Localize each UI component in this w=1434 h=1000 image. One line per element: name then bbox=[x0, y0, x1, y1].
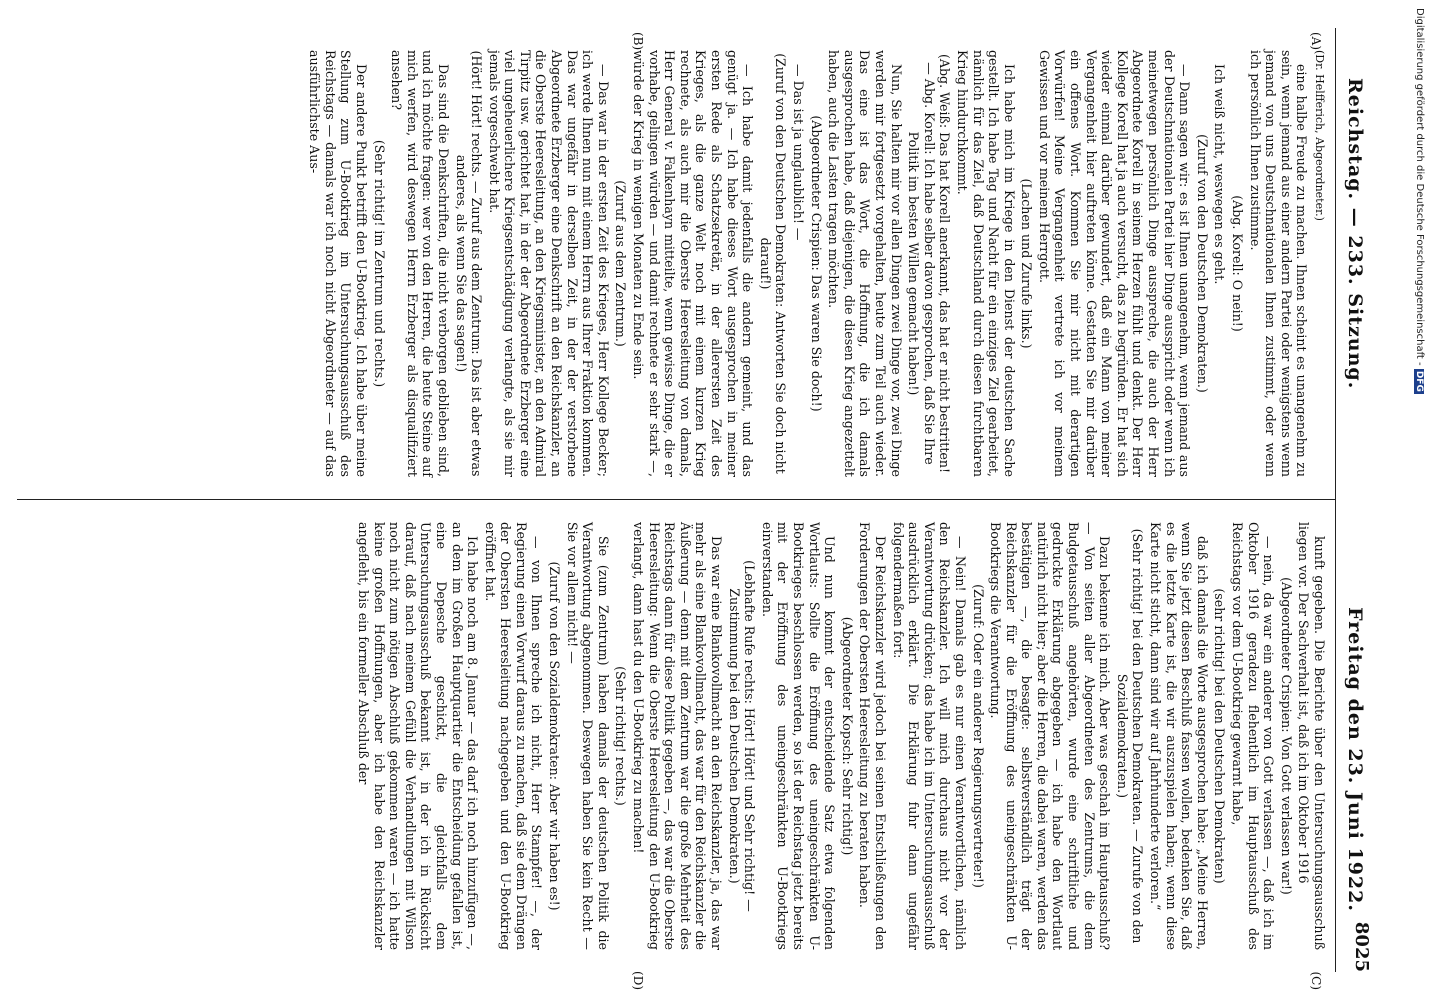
paragraph: Sie (zum Zentrum) haben damals der deutschen Politik die Verantwortung abgenommen. Deswegen haben Sie kein Recht — Sie vor allem nicht! — bbox=[564, 522, 611, 950]
paragraph: Und nun kommt der entscheidende Satz etwa folgenden Wortlauts: Sollte die Eröffnung des uneingeschränkten U-Bootkrieges beschlossen werden, so ist der Reichstag jetzt bereits mit der Eröffnung des uneingeschränkten U-Bootkriegs einverstanden. bbox=[759, 522, 838, 950]
paragraph: (Zuruf von den Deutschen Demokraten.) bbox=[1194, 134, 1210, 393]
paragraph: — Ich habe damit jedenfalls die andern gemeint, und das genügt ja. — Ich habe dieses Wort ausgesprochen in meiner ersten Rede als Schatzsekretär, in der allerersten Zeit des Krieges, als die ganze Welt noch mit einem kurzen Krieg rechnete, als auch mir die Oberste Heeresleitung von damals, Herr General v. Falkenhayn mitteilte, wenn gewisse Dinge, die er vorhabe, gelingen würden — und damit rechnete er sehr stark —, würde der Krieg in wenigen Monaten zu Ende sein. bbox=[631, 50, 756, 477]
paragraph: kunft gegeben. Die Berichte über den Untersuchungsausschuß liegen vor. Der Sachverhalt ist, daß ich im Oktober 1916 bbox=[1296, 522, 1327, 950]
paragraph: (Abg. Weiß: Das hat Korell anerkannt, das hat er nicht bestritten! — Abg. Korell: Ich habe selber davon gesprochen, daß Sie Ihre Politik im besten Willen gemacht haben!) bbox=[906, 53, 953, 474]
paragraph: — Nein! Damals gab es nur einen Verantwortlichen, nämlich den Reichskanzler. Ich will mich durchaus nicht vor der Verantwortung drücken; das habe ich im Untersuchungsausschuß ausdrücklich erklärt. Die Erklärung fuhr dann ungefähr folgendermaßen fort: bbox=[890, 522, 968, 950]
paragraph: Ich habe noch am 8. Januar — das darf ich noch hinzufügen —, an dem im Großen Hauptquartier die Entscheidung gefallen ist, eine Depesche geschickt, die gleichfalls dem Untersuchungsausschuß bekannt ist, in der ich in Rücksicht darauf, daß nach meinem Gefühl die Verhandlungen mit Wilson noch nicht zum nötigen Abschluß gekommen waren — ich hatte keine großen Hoffnungen, aber ich habe den Reichskanzler angefleht, bis ein formeller Abschluß der bbox=[355, 522, 481, 950]
paragraph: (Abgeordneter Crispien: Das waren Sie doch!) bbox=[808, 115, 824, 412]
page-number: 8025 bbox=[1351, 921, 1372, 972]
paragraph: Nun, Sie halten mir vor allen Dingen zwei Dinge vor, zwei Dinge werden mir fortgesetzt vorgehalten, heute zum Teil auch wieder. Das eine ist das Wort, die Hoffnung, die ich damals ausgesprochen habe, daß diejenigen, die diesen Krieg angezettelt haben, auch die Lasten tragen möchten. bbox=[826, 50, 904, 477]
paragraph: eine halbe Freude zu machen. Ihnen scheint es unangenehm zu sein, wenn jemand aus einer andern Partei oder wenigstens wenn jemand von uns Deutschnationalen Ihnen zustimmt, oder wenn ich persönlich Ihnen zustimme. bbox=[1247, 50, 1310, 477]
paragraph: (Lebhafte Rufe rechts: Hört! Hört! und Sehr richtig! — Zustimmung bei den Deutschen Demokraten.) bbox=[726, 560, 758, 912]
paragraph: (Abg. Korell: O nein!) bbox=[1230, 195, 1246, 332]
paragraph: (Zuruf: Oder ein anderer Regierungsvertreter!) bbox=[970, 584, 986, 888]
paragraph: Der andere Punkt betrifft den U-Bootkrieg. Ich habe über meine Stellung zum U-Bootkrieg im Untersuchungsausschuß des Reichstags — damals war ich noch nicht Abgeordneter — auf das ausführlichste Aus- bbox=[307, 50, 369, 477]
paragraph: (Sehr richtig! rechts.) bbox=[613, 666, 629, 806]
paragraph: (Dr. Helfferich, Abgeordneter.) bbox=[1313, 50, 1326, 221]
margin-marker-b: (B) bbox=[631, 32, 645, 51]
margin-marker-a: (A) bbox=[1309, 32, 1323, 51]
margin-marker-d: (D) bbox=[631, 971, 645, 990]
paragraph: Ich weiß nicht, weswegen es geht. bbox=[1212, 64, 1228, 285]
paragraph: (sehr richtig! bei den Deutschen Demokraten) bbox=[1212, 588, 1228, 884]
paragraph: (Hört! Hört! rechts. — Zuruf aus dem Zentrum: Das ist aber etwas anderes, als wenn Sie das sagen!) bbox=[453, 50, 485, 477]
header-left: Reichstag. — 233. Sitzung. bbox=[1344, 78, 1366, 390]
paragraph: (Abgeordneter Crispien: Von Gott verlassen war!) bbox=[1278, 577, 1294, 895]
paragraph: — Dann sagen wir: es ist Ihnen unangenehm, wenn jemand aus der Deutschnationalen Partei hier Dinge ausspricht oder wenn ich meinetwegen persönlich Dinge ausspreche, die auch der Herr Abgeordnete Korell in seinem Herzen fühlt und denkt. Der Herr Kollege Korell hat ja auch versucht, das zu begründen. Er hat sich wieder einmal darüber gewundert, daß ein Mann von meiner Vergangenheit hier auftreten könne. Gestatten Sie mir darüber ein offenes Wort. Kommen Sie mir nicht mit derartigen Vorwürfen! Meine Vergangenheit vertrete ich vor meinem Gewissen und vor meinem Herrgott. bbox=[1036, 50, 1193, 477]
paragraph: Dazu bekenne ich mich. Aber was geschah im Hauptausschuß? — Von seiten aller Abgeordneten des Zentrums, die dem Budgetausschuß angehörten, wurde eine schriftliche und gedruckte Erklärung abgegeben — ich habe den Wortlaut natürlich nicht hier; aber die Herren, die dabei waren, werden das bestätigen —, die besagte: selbstverständlich trägt der Reichskanzler für die Eröffnung des uneingeschränkten U-Bootkriegs die Verantwortung. bbox=[988, 522, 1113, 950]
margin-marker-c: (C) bbox=[1309, 971, 1323, 990]
paragraph: — von Ihnen spreche ich nicht, Herr Stampfer! —, der Regierung einen Vorwurf daraus zu machen, daß sie dem Drängen der Obersten Heeresleitung nachgegeben und den U-Bootkrieg eröffnet hat. bbox=[482, 522, 545, 950]
paragraph: Das war eine Blankovollmacht an den Reichskanzler, ja, das war mehr als eine Blankovollmacht, das war für den Reichskanzler die Äußerung — denn mit dem Zentrum war die große Mehrheit des Reichstags dann für diese Politik gegeben —, das war die Oberste Heeresleitung: Wenn die Oberste Heeresleitung den U-Bootkrieg verlangt, dann hast du den U-Bootkrieg zu machen! bbox=[631, 522, 725, 950]
paragraph: (Zuruf von den Sozialdemokraten: Aber wir haben es!) bbox=[547, 561, 563, 911]
paragraph: (Zuruf von den Deutschen Demokraten: Antworten Sie doch nicht darauf!) bbox=[757, 53, 789, 474]
digitization-note bbox=[1395, 0, 1434, 1000]
paragraph: daß ich damals die Worte ausgesprochen habe: „Meine Herren, wenn Sie jetzt diesen Beschluß fassen wollen, bedenken Sie, daß es die letzte Karte ist, die wir auszuspielen haben; wenn diese Karte nicht sticht, dann sind wir auf Jahrhunderte verloren.“ bbox=[1148, 522, 1210, 950]
dfg-logo: DFG bbox=[1414, 370, 1424, 392]
paragraph: (Sehr richtig! bei den Deutschen Demokraten. — Zurufe von den Sozialdemokraten.) bbox=[1114, 528, 1146, 944]
page-header bbox=[1335, 28, 1376, 972]
paragraph: (Sehr richtig! im Zentrum und rechts.) bbox=[371, 139, 387, 388]
paragraph: (Lachen und Zurufe links.) bbox=[1019, 178, 1035, 349]
paragraph: Das sind die Denkschriften, die nicht verborgen geblieben sind, und ich möchte fragen: wer von den Herren, die heute Steine auf mich werfen, wird deswegen Herrn Erzberger als disqualifiziert ansehen? bbox=[389, 50, 451, 477]
left-column bbox=[17, 28, 1335, 500]
paragraph: — Das ist ja unglaublich! — bbox=[791, 64, 806, 241]
paragraph: (Zuruf aus dem Zentrum.) bbox=[613, 180, 629, 347]
right-column bbox=[17, 500, 1335, 972]
paragraph: — Das war in der ersten Zeit des Krieges, Herr Kollege Becker; ich werde Ihnen nun mit einem Herrn aus Ihrer Fraktion kommen. Das war ungefähr in derselben Zeit, in der der verstorbene Abgeordnete Erzberger eine Denkschrift an den Reichskanzler, an die Oberste Heeresleitung, an den Kriegsminister, an den Admiral Tirpitz usw. gerichtet hat, in der der Abgeordnete Erzberger eine viel ungeheuerlichere Kriegsentschädigung verlangte, als sie mir jemals vorgeschwebt hat. bbox=[486, 50, 611, 477]
paragraph: — nein, da war ein anderer von Gott verlassen —, daß ich im Oktober 1916 geradezu flehentlich im Hauptausschuß des Reichstags vor dem U-Bootkrieg gewarnt habe, bbox=[1230, 522, 1277, 950]
paragraph: Ich habe mich im Kriege in den Dienst der deutschen Sache gestellt. Ich habe Tag und Nacht für ein einziges Ziel gearbeitet, nämlich für das Ziel, daß Deutschland durch diesen furchtbaren Krieg hindurchkommt. bbox=[954, 50, 1017, 477]
header-right: Freitag den 23. Juni 1922. bbox=[1344, 607, 1366, 912]
paragraph: Der Reichskanzler wird jedoch bei seinen Entschließungen den Forderungen der Obersten Heeresleitung zu beraten haben. bbox=[857, 522, 888, 950]
two-column-body bbox=[17, 28, 1335, 990]
digitization-text: Digitalisierung gefördert durch die Deutsche Forschungsgemeinschaft - bbox=[1414, 8, 1425, 366]
paragraph: (Abgeordneter Kopsch: Sehr richtig!) bbox=[839, 616, 855, 856]
